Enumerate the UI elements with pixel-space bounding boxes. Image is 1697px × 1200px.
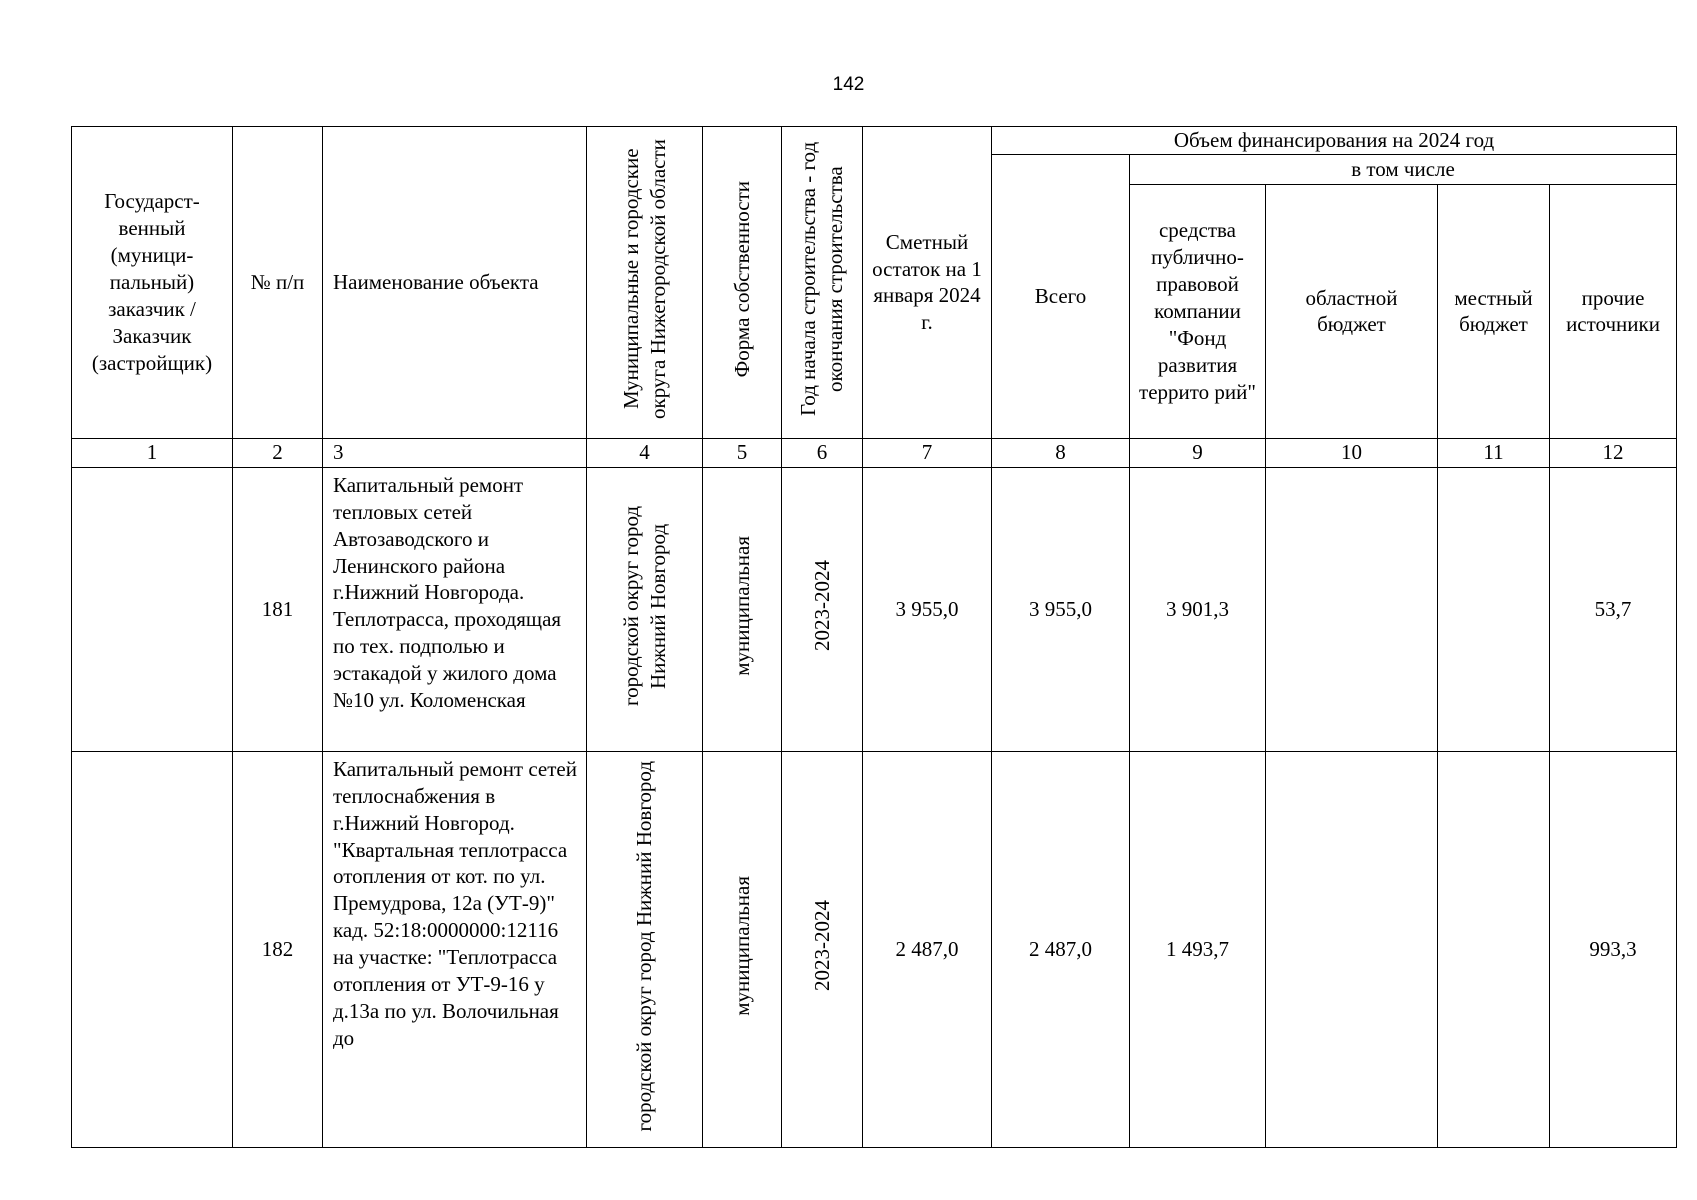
column-number: 11 [1438, 438, 1550, 467]
header-including-group: в том числе [1130, 154, 1677, 184]
cell-customer [72, 751, 233, 1147]
header-estimate: Сметный остаток на 1 января 2024 г. [863, 127, 992, 439]
cell-ownership-text: муниципальная [729, 536, 754, 676]
cell-years-text: 2023-2024 [809, 900, 834, 992]
cell-fund: 1 493,7 [1130, 751, 1266, 1147]
header-ownership-text: Форма собственности [729, 180, 754, 378]
column-number: 5 [703, 438, 782, 467]
cell-other: 993,3 [1550, 751, 1677, 1147]
column-number: 1 [72, 438, 233, 467]
header-object-name: Наименование объекта [323, 127, 587, 439]
cell-fund: 3 901,3 [1130, 467, 1266, 751]
column-number: 8 [992, 438, 1130, 467]
header-years-text: Год начала строительства - год окончания строительства [796, 141, 847, 417]
cell-district-text: городской округ город Нижний Новгород [632, 760, 657, 1132]
column-number: 10 [1266, 438, 1438, 467]
cell-customer [72, 467, 233, 751]
cell-district [587, 467, 703, 751]
cell-ownership [703, 467, 782, 751]
column-number-row [72, 438, 1677, 467]
column-number: 3 [323, 438, 587, 467]
cell-ownership [703, 751, 782, 1147]
cell-object-name: Капитальный ремонт тепловых сетей Автозаводского и Ленинского района г.Нижний Новгорода. Теплотрасса, проходящая по тех. подполью и эстакадой у жилого дома №10 ул. Коломенская [323, 467, 587, 751]
column-number: 9 [1130, 438, 1266, 467]
cell-estimate: 3 955,0 [863, 467, 992, 751]
header-local: местный бюджет [1438, 184, 1550, 438]
cell-district-text: городской округ город Нижний Новгород [618, 505, 670, 706]
cell-total: 2 487,0 [992, 751, 1130, 1147]
column-number: 12 [1550, 438, 1677, 467]
page-number: 142 [832, 74, 865, 95]
cell-estimate: 2 487,0 [863, 751, 992, 1147]
cell-regional [1266, 751, 1438, 1147]
cell-district [587, 751, 703, 1147]
table-row [72, 467, 1677, 751]
header-years [782, 127, 863, 439]
financing-table [71, 126, 1677, 1148]
cell-number: 182 [233, 751, 323, 1147]
cell-other: 53,7 [1550, 467, 1677, 751]
column-number: 7 [863, 438, 992, 467]
table-row [72, 751, 1677, 1147]
column-number: 6 [782, 438, 863, 467]
cell-object-name: Капитальный ремонт сетей теплоснабжения в г.Нижний Новгород. "Квартальная теплотрасса отопления от кот. по ул. Премудрова, 12а (УТ-9)" кад. 52:18:0000000:12116 на участке: "Теплотрасса отопления от УТ-9-16 у д.13а по ул. Волочильная до [323, 751, 587, 1147]
header-number: № п/п [233, 127, 323, 439]
header-ownership [703, 127, 782, 439]
cell-ownership-text: муниципальная [729, 876, 754, 1016]
column-number: 2 [233, 438, 323, 467]
cell-local [1438, 751, 1550, 1147]
header-fund: средства публично-правовой компании "Фонд развития террито рий" [1130, 184, 1266, 438]
header-total: Всего [992, 154, 1130, 438]
header-regional: областной бюджет [1266, 184, 1438, 438]
cell-years [782, 467, 863, 751]
cell-number: 181 [233, 467, 323, 751]
cell-local [1438, 467, 1550, 751]
column-number: 4 [587, 438, 703, 467]
cell-years-text: 2023-2024 [809, 560, 834, 652]
header-financing-group: Объем финансирования на 2024 год [992, 127, 1677, 155]
header-other: прочие источники [1550, 184, 1677, 438]
cell-years [782, 751, 863, 1147]
cell-total: 3 955,0 [992, 467, 1130, 751]
header-district-text: Муниципальные и городские округа Нижегородской области [618, 139, 670, 419]
cell-regional [1266, 467, 1438, 751]
header-district [587, 127, 703, 439]
header-customer: Государст-венный (муници-пальный) заказчик / Заказчик (застройщик) [72, 127, 233, 439]
